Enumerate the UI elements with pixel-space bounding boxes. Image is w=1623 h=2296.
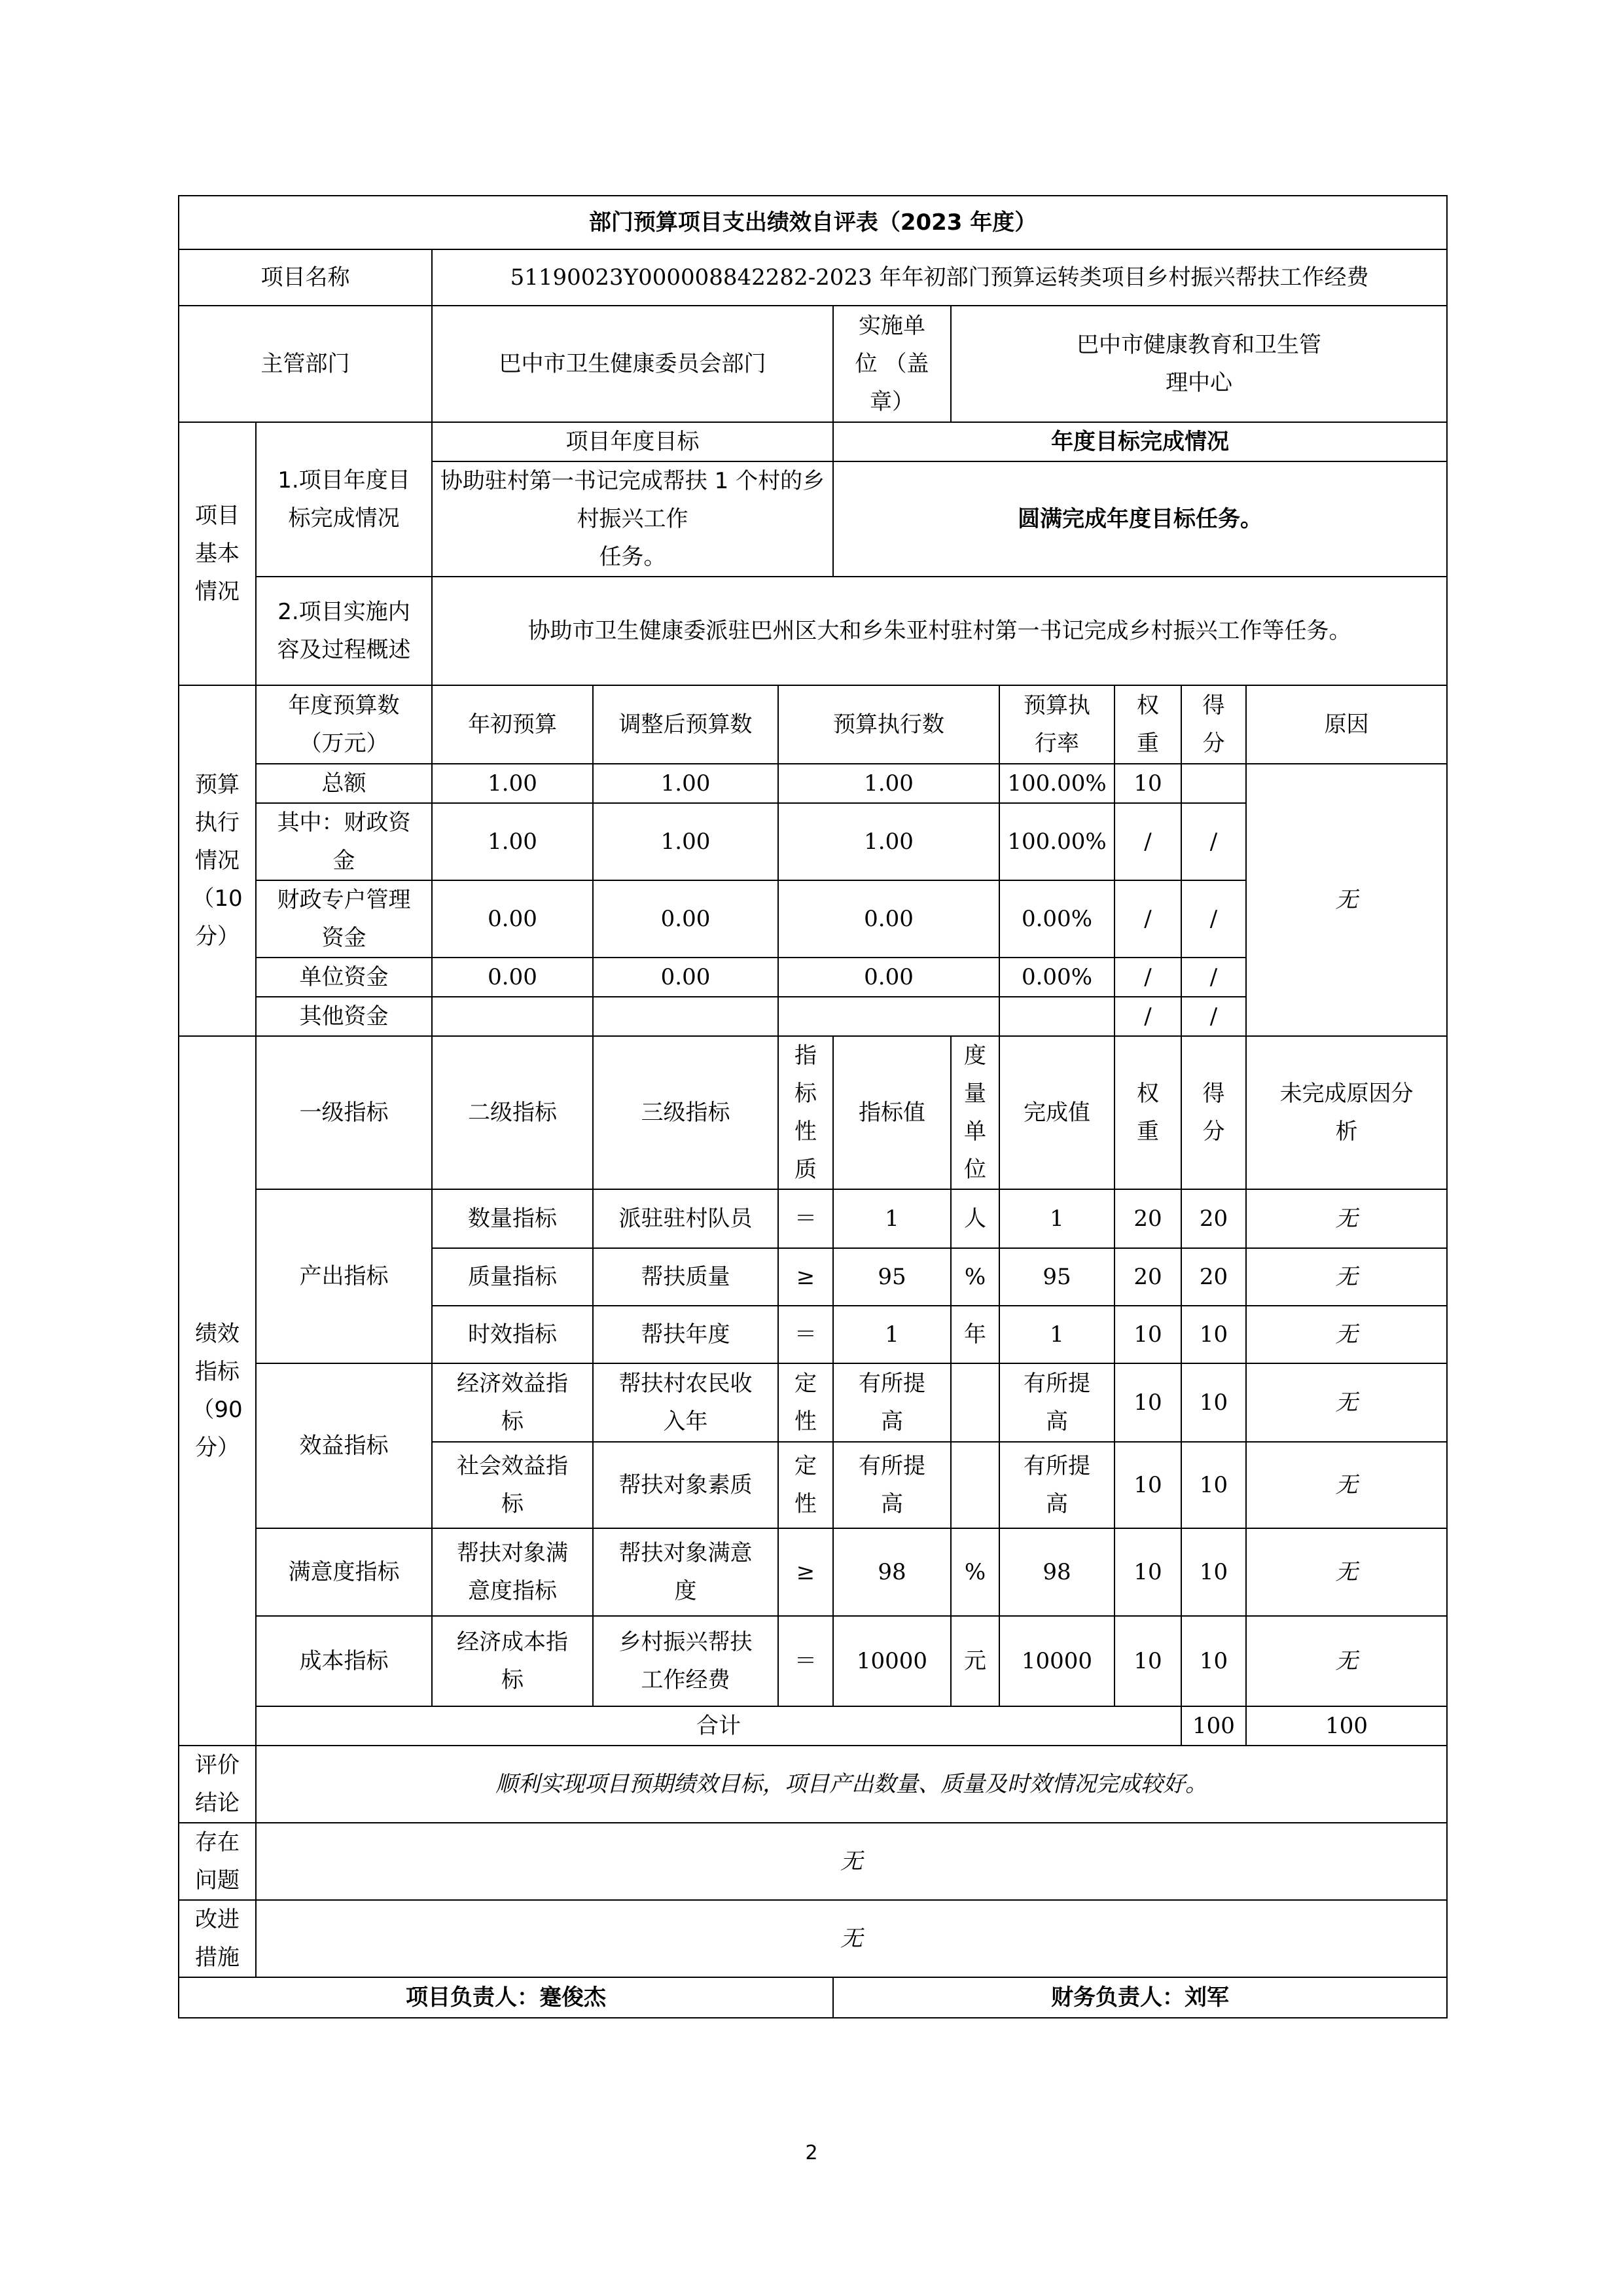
perf-l1-benefit: 效益指标 bbox=[256, 1363, 432, 1528]
issues-text: 无 bbox=[256, 1823, 1447, 1900]
perf-score: 20 bbox=[1181, 1189, 1246, 1248]
perf-unit: 元 bbox=[951, 1616, 999, 1706]
form-title: 部门预算项目支出绩效自评表（2023 年度） bbox=[179, 196, 1447, 249]
perf-header-actual: 完成值 bbox=[999, 1036, 1115, 1189]
perf-actual: 有所提 高 bbox=[999, 1442, 1115, 1528]
perf-header-nature: 指 标 性 质 bbox=[778, 1036, 833, 1189]
budget-initial bbox=[432, 997, 593, 1036]
perf-target: 10000 bbox=[833, 1616, 951, 1706]
perf-l3: 乡村振兴帮扶 工作经费 bbox=[593, 1616, 778, 1706]
perf-nature: 定 性 bbox=[778, 1442, 833, 1528]
budget-weight: / bbox=[1115, 803, 1181, 880]
budget-header-executed: 预算执行数 bbox=[778, 685, 999, 764]
perf-header-unit: 度 量 单 位 bbox=[951, 1036, 999, 1189]
perf-nature: 定 性 bbox=[778, 1363, 833, 1442]
perf-actual: 10000 bbox=[999, 1616, 1115, 1706]
total-weight: 100 bbox=[1181, 1706, 1246, 1746]
budget-score: / bbox=[1181, 997, 1246, 1036]
perf-target: 1 bbox=[833, 1306, 951, 1363]
perf-reason: 无 bbox=[1246, 1363, 1447, 1442]
goal-header: 项目年度目标 bbox=[432, 422, 833, 461]
budget-header-score: 得 分 bbox=[1181, 685, 1246, 764]
perf-target: 有所提 高 bbox=[833, 1442, 951, 1528]
perf-weight: 20 bbox=[1115, 1189, 1181, 1248]
budget-rate: 0.00% bbox=[999, 880, 1115, 958]
perf-header-l2: 二级指标 bbox=[432, 1036, 593, 1189]
perf-weight: 10 bbox=[1115, 1616, 1181, 1706]
budget-row-label: 单位资金 bbox=[256, 958, 432, 997]
perf-score: 10 bbox=[1181, 1306, 1246, 1363]
perf-nature: ＝ bbox=[778, 1189, 833, 1248]
budget-score: / bbox=[1181, 880, 1246, 958]
perf-unit: % bbox=[951, 1248, 999, 1306]
perf-unit bbox=[951, 1363, 999, 1442]
perf-nature: ≥ bbox=[778, 1248, 833, 1306]
perf-actual: 98 bbox=[999, 1528, 1115, 1616]
impl-unit-name: 巴中市健康教育和卫生管 理中心 bbox=[951, 306, 1447, 422]
budget-initial: 1.00 bbox=[432, 764, 593, 803]
perf-header-target: 指标值 bbox=[833, 1036, 951, 1189]
finance-leader: 财务负责人：刘军 bbox=[833, 1977, 1447, 2018]
project-name-label: 项目名称 bbox=[179, 249, 432, 306]
total-label: 合计 bbox=[256, 1706, 1181, 1746]
budget-score: / bbox=[1181, 958, 1246, 997]
budget-row-label: 财政专户管理 资金 bbox=[256, 880, 432, 958]
perf-score: 10 bbox=[1181, 1363, 1246, 1442]
perf-l3: 帮扶对象满意 度 bbox=[593, 1528, 778, 1616]
budget-row-label: 总额 bbox=[256, 764, 432, 803]
dept-label: 主管部门 bbox=[179, 306, 432, 422]
perf-weight: 10 bbox=[1115, 1528, 1181, 1616]
perf-header-l3: 三级指标 bbox=[593, 1036, 778, 1189]
budget-executed: 1.00 bbox=[778, 764, 999, 803]
impl-unit-label: 实施单 位 （盖 章） bbox=[833, 306, 951, 422]
perf-l3: 帮扶对象素质 bbox=[593, 1442, 778, 1528]
perf-l3: 帮扶质量 bbox=[593, 1248, 778, 1306]
performance-self-evaluation-form bbox=[178, 195, 1446, 2011]
budget-weight: / bbox=[1115, 880, 1181, 958]
perf-l3: 帮扶村农民收 入年 bbox=[593, 1363, 778, 1442]
budget-header-rate: 预算执 行率 bbox=[999, 685, 1115, 764]
perf-reason: 无 bbox=[1246, 1306, 1447, 1363]
perf-l3: 派驻驻村队员 bbox=[593, 1189, 778, 1248]
perf-score: 10 bbox=[1181, 1616, 1246, 1706]
budget-rate bbox=[999, 997, 1115, 1036]
perf-unit bbox=[951, 1442, 999, 1528]
perf-l2: 经济效益指 标 bbox=[432, 1363, 593, 1442]
issues-label: 存在 问题 bbox=[179, 1823, 256, 1900]
perf-nature: ＝ bbox=[778, 1306, 833, 1363]
budget-weight: 10 bbox=[1115, 764, 1181, 803]
project-name: 51190023Y000008842282-2023 年年初部门预算运转类项目乡村振兴帮扶工作经费 bbox=[432, 249, 1447, 306]
budget-row-label: 其中：财政资 金 bbox=[256, 803, 432, 880]
project-leader: 项目负责人：蹇俊杰 bbox=[179, 1977, 833, 2018]
perf-header-weight: 权 重 bbox=[1115, 1036, 1181, 1189]
budget-executed: 0.00 bbox=[778, 880, 999, 958]
perf-actual: 有所提 高 bbox=[999, 1363, 1115, 1442]
perf-l1-satisfaction: 满意度指标 bbox=[256, 1528, 432, 1616]
perf-target: 95 bbox=[833, 1248, 951, 1306]
perf-actual: 1 bbox=[999, 1306, 1115, 1363]
perf-reason: 无 bbox=[1246, 1248, 1447, 1306]
budget-row-label: 其他资金 bbox=[256, 997, 432, 1036]
perf-l2: 数量指标 bbox=[432, 1189, 593, 1248]
perf-reason: 无 bbox=[1246, 1189, 1447, 1248]
budget-weight: / bbox=[1115, 958, 1181, 997]
perf-target: 98 bbox=[833, 1528, 951, 1616]
perf-actual: 95 bbox=[999, 1248, 1115, 1306]
perf-header-l1: 一级指标 bbox=[256, 1036, 432, 1189]
budget-rate: 0.00% bbox=[999, 958, 1115, 997]
budget-header-annual: 年度预算数 （万元） bbox=[256, 685, 432, 764]
perf-weight: 10 bbox=[1115, 1442, 1181, 1528]
perf-l2: 社会效益指 标 bbox=[432, 1442, 593, 1528]
budget-score: / bbox=[1181, 803, 1246, 880]
perf-reason: 无 bbox=[1246, 1528, 1447, 1616]
completion-header: 年度目标完成情况 bbox=[833, 422, 1447, 461]
perf-unit: % bbox=[951, 1528, 999, 1616]
perf-header-reason: 未完成原因分 析 bbox=[1246, 1036, 1447, 1189]
budget-executed: 1.00 bbox=[778, 803, 999, 880]
perf-reason: 无 bbox=[1246, 1442, 1447, 1528]
perf-l2: 经济成本指 标 bbox=[432, 1616, 593, 1706]
budget-initial: 1.00 bbox=[432, 803, 593, 880]
perf-l3: 帮扶年度 bbox=[593, 1306, 778, 1363]
perf-l2: 质量指标 bbox=[432, 1248, 593, 1306]
page-number: 2 bbox=[805, 2142, 818, 2164]
perf-header-score: 得 分 bbox=[1181, 1036, 1246, 1189]
perf-weight: 10 bbox=[1115, 1363, 1181, 1442]
evaluation-text: 顺利实现项目预期绩效目标，项目产出数量、质量及时效情况完成较好。 bbox=[256, 1746, 1447, 1823]
perf-l1-cost: 成本指标 bbox=[256, 1616, 432, 1706]
evaluation-table bbox=[178, 195, 1448, 2018]
perf-weight: 10 bbox=[1115, 1306, 1181, 1363]
budget-adjusted: 1.00 bbox=[593, 803, 778, 880]
goal-text: 协助驻村第一书记完成帮扶 1 个村的乡村振兴工作 任务。 bbox=[432, 461, 833, 577]
budget-initial: 0.00 bbox=[432, 880, 593, 958]
dept-name: 巴中市卫生健康委员会部门 bbox=[432, 306, 833, 422]
perf-score: 20 bbox=[1181, 1248, 1246, 1306]
budget-header-weight: 权 重 bbox=[1115, 685, 1181, 764]
content-text: 协助市卫生健康委派驻巴州区大和乡朱亚村驻村第一书记完成乡村振兴工作等任务。 bbox=[432, 577, 1447, 685]
evaluation-label: 评价 结论 bbox=[179, 1746, 256, 1823]
budget-header-reason: 原因 bbox=[1246, 685, 1447, 764]
perf-weight: 20 bbox=[1115, 1248, 1181, 1306]
budget-reason: 无 bbox=[1246, 764, 1447, 1036]
budget-score bbox=[1181, 764, 1246, 803]
perf-group-label: 绩效 指标 （90 分） bbox=[179, 1036, 256, 1746]
perf-l1-output: 产出指标 bbox=[256, 1189, 432, 1363]
perf-target: 1 bbox=[833, 1189, 951, 1248]
goal-row-label: 1.项目年度目 标完成情况 bbox=[256, 422, 432, 577]
budget-adjusted bbox=[593, 997, 778, 1036]
basic-info-group-label: 项目 基本 情况 bbox=[179, 422, 256, 685]
perf-l2: 帮扶对象满 意度指标 bbox=[432, 1528, 593, 1616]
budget-header-initial: 年初预算 bbox=[432, 685, 593, 764]
perf-unit: 人 bbox=[951, 1189, 999, 1248]
budget-executed: 0.00 bbox=[778, 958, 999, 997]
budget-initial: 0.00 bbox=[432, 958, 593, 997]
perf-l2: 时效指标 bbox=[432, 1306, 593, 1363]
perf-score: 10 bbox=[1181, 1442, 1246, 1528]
budget-header-adjusted: 调整后预算数 bbox=[593, 685, 778, 764]
completion-text: 圆满完成年度目标任务。 bbox=[833, 461, 1447, 577]
budget-rate: 100.00% bbox=[999, 803, 1115, 880]
total-score: 100 bbox=[1246, 1706, 1447, 1746]
budget-adjusted: 1.00 bbox=[593, 764, 778, 803]
content-row-label: 2.项目实施内 容及过程概述 bbox=[256, 577, 432, 685]
perf-nature: ≥ bbox=[778, 1528, 833, 1616]
budget-weight: / bbox=[1115, 997, 1181, 1036]
budget-executed bbox=[778, 997, 999, 1036]
perf-nature: ＝ bbox=[778, 1616, 833, 1706]
budget-adjusted: 0.00 bbox=[593, 880, 778, 958]
perf-reason: 无 bbox=[1246, 1616, 1447, 1706]
budget-group-label: 预算 执行 情况 （10 分） bbox=[179, 685, 256, 1036]
budget-adjusted: 0.00 bbox=[593, 958, 778, 997]
perf-actual: 1 bbox=[999, 1189, 1115, 1248]
perf-score: 10 bbox=[1181, 1528, 1246, 1616]
improvements-text: 无 bbox=[256, 1900, 1447, 1977]
perf-unit: 年 bbox=[951, 1306, 999, 1363]
improvements-label: 改进 措施 bbox=[179, 1900, 256, 1977]
budget-rate: 100.00% bbox=[999, 764, 1115, 803]
perf-target: 有所提 高 bbox=[833, 1363, 951, 1442]
